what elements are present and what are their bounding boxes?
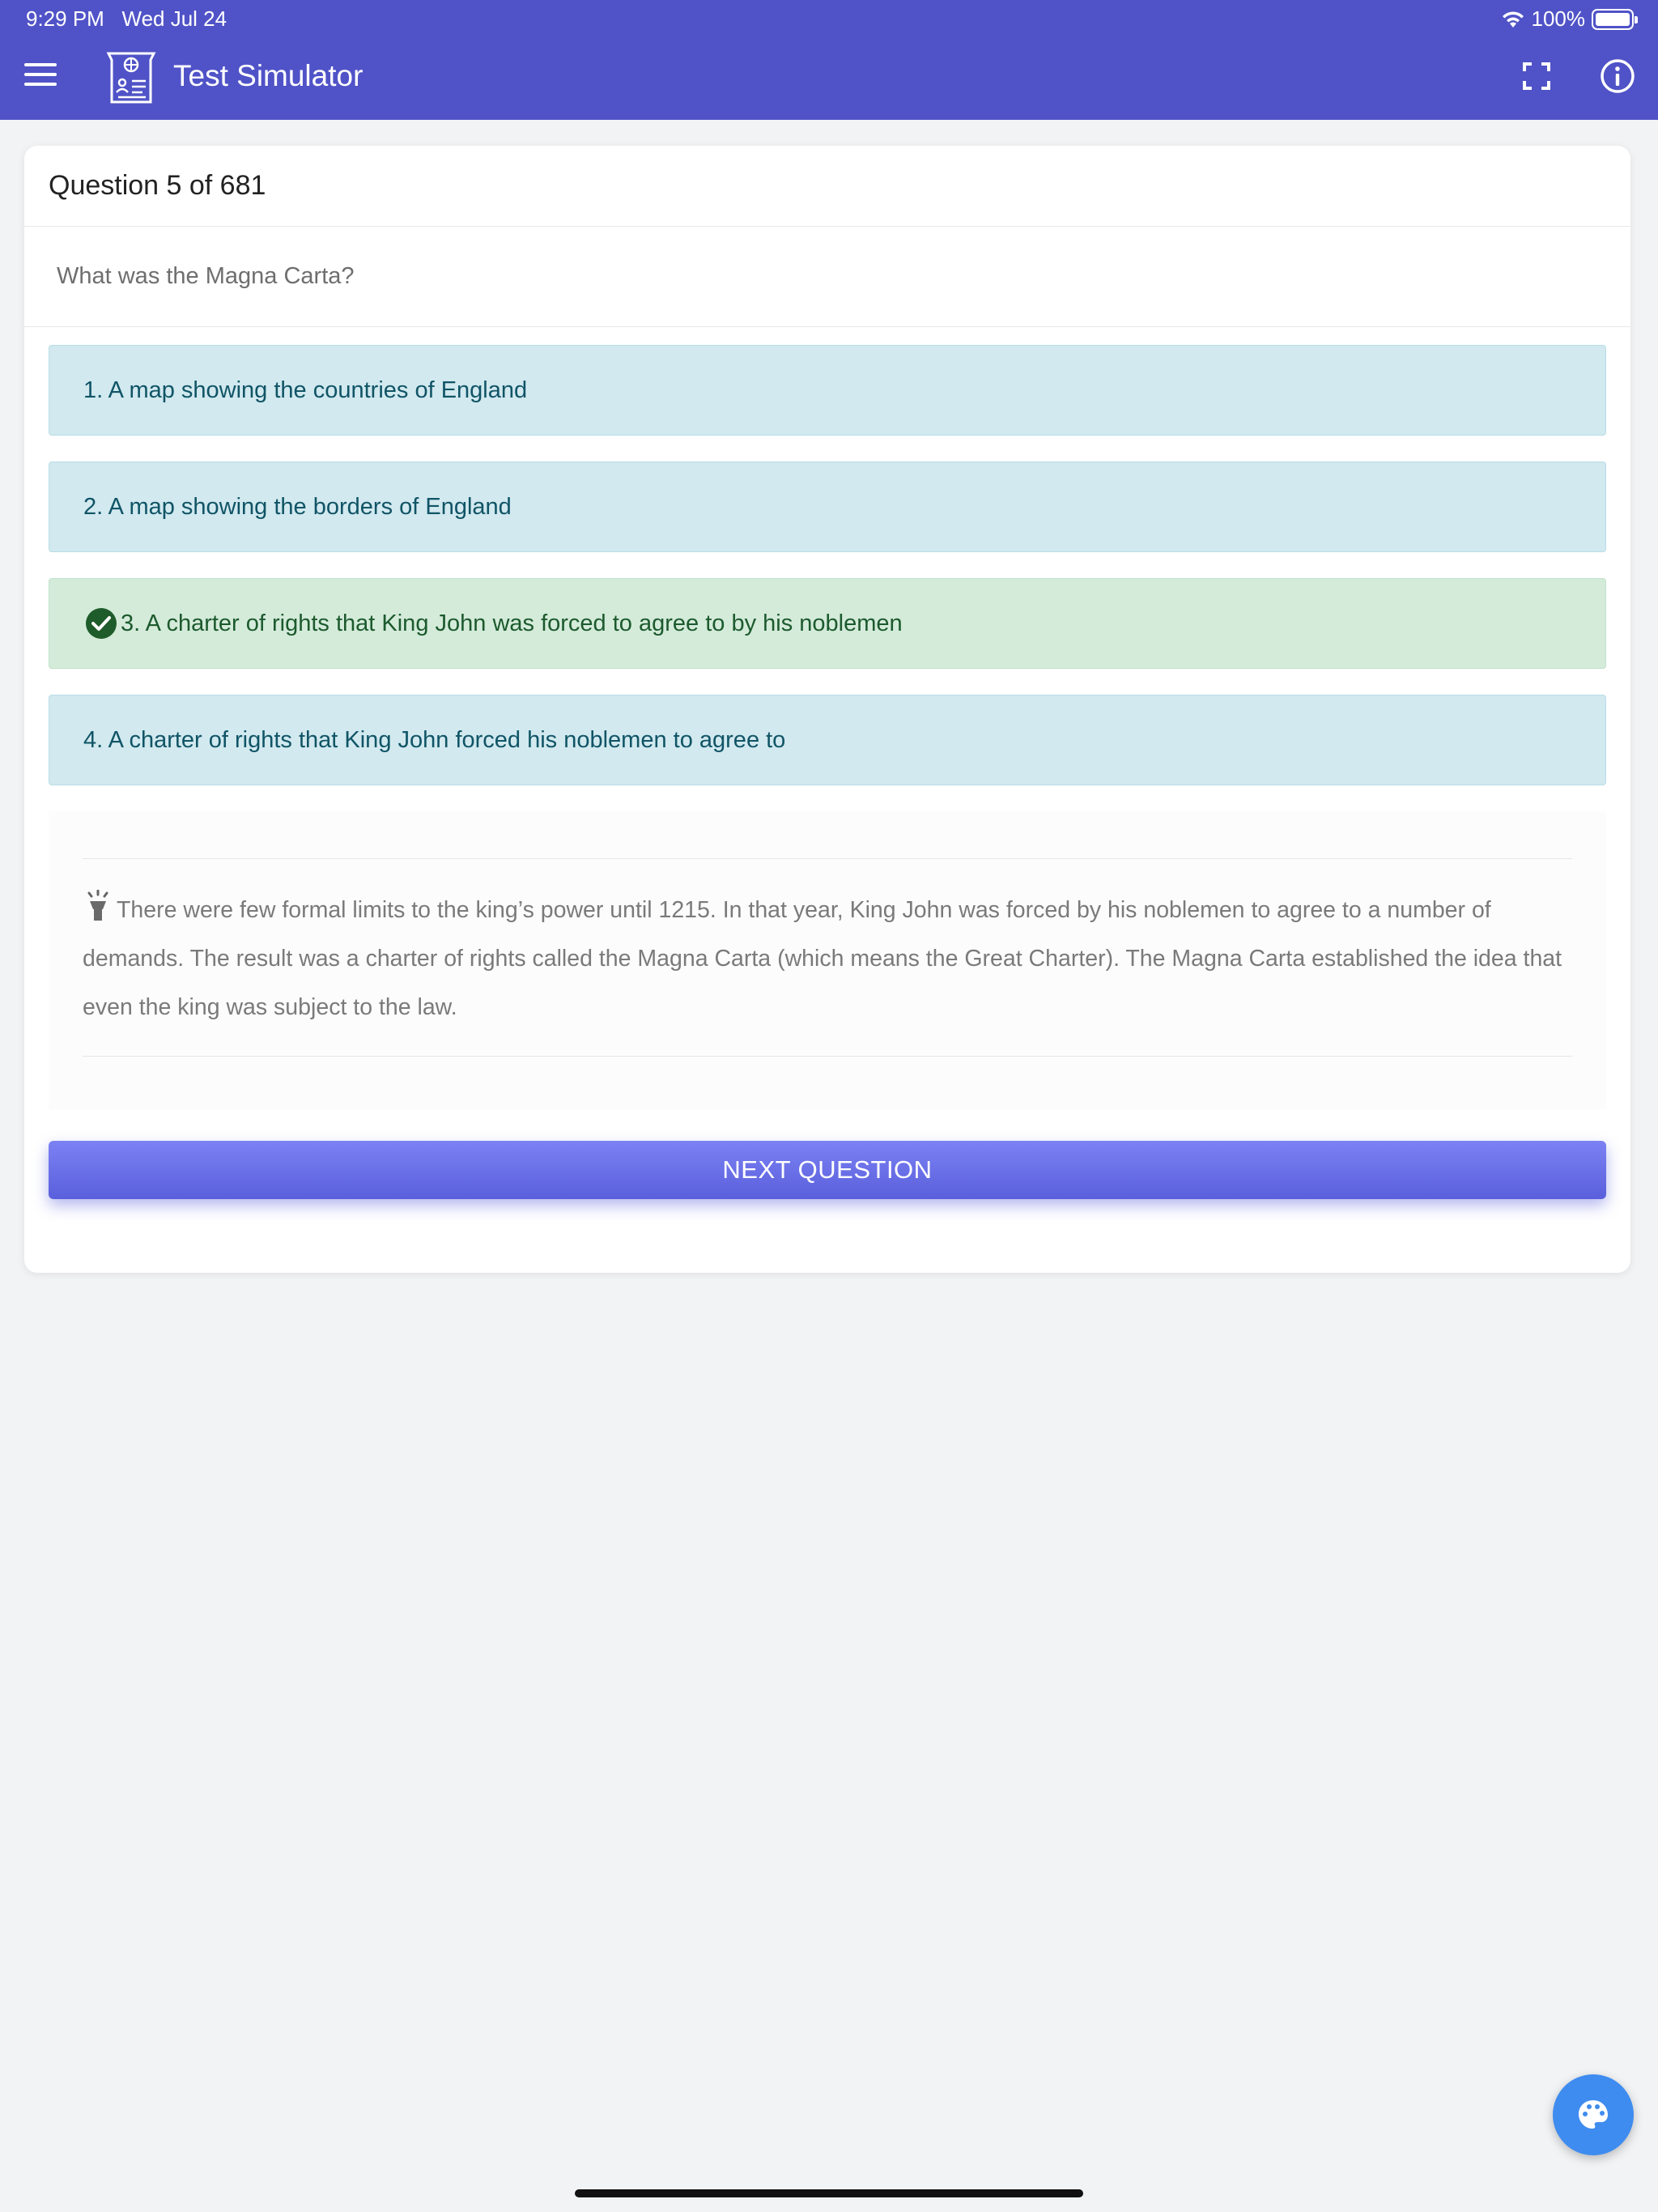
answer-option-4[interactable] (49, 695, 1606, 785)
app-title: Test Simulator (173, 59, 363, 92)
answer-list (24, 327, 1630, 785)
answer-option-3[interactable] (49, 578, 1606, 669)
divider (83, 858, 1572, 859)
answer-option-2[interactable] (49, 462, 1606, 552)
explanation-text (83, 886, 1572, 1032)
app-header (0, 0, 1658, 120)
status-indicators (1501, 6, 1635, 32)
question-text: What was the Magna Carta? (24, 227, 1630, 327)
fullscreen-icon[interactable] (1522, 62, 1551, 91)
status-time: 9:29 PM (26, 6, 104, 31)
palette-icon (1576, 2098, 1610, 2132)
check-circle-icon (85, 607, 117, 640)
lightbulb-icon (83, 890, 113, 924)
battery-percent: 100% (1531, 6, 1585, 31)
theme-fab-button[interactable] (1553, 2074, 1634, 2155)
answer-label: 3. A charter of rights that King John was forced to agree to by his noblemen (121, 610, 903, 636)
home-indicator (575, 2189, 1083, 2197)
info-icon[interactable] (1600, 58, 1635, 94)
battery-icon (1592, 9, 1634, 30)
menu-icon[interactable] (24, 63, 57, 87)
status-date: Wed Jul 24 (121, 6, 227, 31)
answer-label: 4. A charter of rights that King John forced his noblemen to agree to (83, 726, 786, 753)
wifi-icon (1501, 10, 1525, 29)
answer-label: 2. A map showing the borders of England (83, 493, 512, 520)
divider (83, 1056, 1572, 1057)
answer-option-1[interactable] (49, 345, 1606, 436)
explanation-body: There were few formal limits to the king’s power until 1215. In that year, King John was forced by his noblemen to agree to a number of demands. The result was a charter of rights called the Magna Carta (which means the Great Charter). The Magna Carta established the idea that even the king was subject to the law. (83, 897, 1562, 1020)
question-card (24, 146, 1630, 1273)
question-counter: Question 5 of 681 (24, 146, 1630, 227)
status-time-date (26, 6, 227, 32)
test-logo-icon (104, 50, 159, 105)
explanation-panel (49, 811, 1606, 1109)
next-question-button[interactable]: NEXT QUESTION (49, 1141, 1606, 1199)
answer-label: 1. A map showing the countries of England (83, 376, 528, 403)
